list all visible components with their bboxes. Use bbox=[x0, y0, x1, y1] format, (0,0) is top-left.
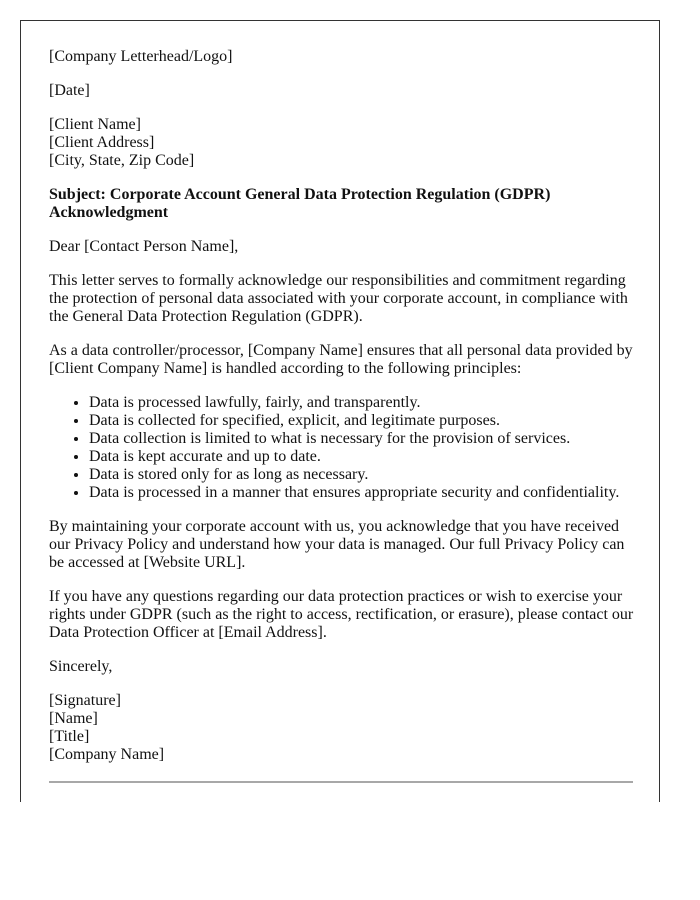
acknowledgment-paragraph: By maintaining your corporate account with us, you acknowledge that you have received our Privacy Policy and understand how your data is managed. Our full Privacy Policy can be accessed at [Website URL]. bbox=[49, 518, 625, 571]
letterhead: [Company Letterhead/Logo] bbox=[49, 48, 233, 65]
letter-date: [Date] bbox=[49, 82, 90, 99]
principles-list bbox=[49, 394, 639, 502]
closing: Sincerely, bbox=[49, 658, 113, 675]
signature: [Signature] bbox=[49, 692, 121, 709]
list-item: • Data is collected for specified, explicit, and legitimate purposes. bbox=[89, 412, 639, 430]
subject-line: Subject: Corporate Account General Data Protection Regulation (GDPR) Acknowledgment bbox=[49, 186, 551, 221]
letter-content bbox=[49, 48, 639, 780]
recipient-city-state-zip: [City, State, Zip Code] bbox=[49, 152, 195, 169]
list-item: • Data is kept accurate and up to date. bbox=[89, 448, 639, 466]
recipient-address: [Client Address] bbox=[49, 134, 155, 151]
signature-block bbox=[49, 692, 639, 764]
list-item: • Data collection is limited to what is necessary for the provision of services. bbox=[89, 430, 639, 448]
letter-page bbox=[20, 20, 660, 802]
principles-intro-paragraph: As a data controller/processor, [Company Name] ensures that all personal data provided by [Client Company Name] is handled according to the following principles: bbox=[49, 342, 633, 377]
footer-divider bbox=[49, 781, 633, 783]
list-item: • Data is stored only for as long as necessary. bbox=[89, 466, 639, 484]
recipient-address-block bbox=[49, 116, 639, 170]
signer-title: [Title] bbox=[49, 728, 90, 745]
salutation: Dear [Contact Person Name], bbox=[49, 238, 239, 255]
recipient-name: [Client Name] bbox=[49, 116, 141, 133]
signer-company: [Company Name] bbox=[49, 746, 165, 763]
list-item: • Data is processed lawfully, fairly, and transparently. bbox=[89, 394, 639, 412]
signer-name: [Name] bbox=[49, 710, 98, 727]
contact-paragraph: If you have any questions regarding our data protection practices or wish to exercise your rights under GDPR (such as the right to access, rectification, or erasure), please contact our Data Protection Officer at [Email Address]. bbox=[49, 588, 634, 641]
list-item: • Data is processed in a manner that ensures appropriate security and confidentiality. bbox=[89, 484, 639, 502]
intro-paragraph: This letter serves to formally acknowledge our responsibilities and commitment regarding the protection of personal data associated with your corporate account, in compliance with the General Data Protection Regulation (GDPR). bbox=[49, 272, 628, 325]
